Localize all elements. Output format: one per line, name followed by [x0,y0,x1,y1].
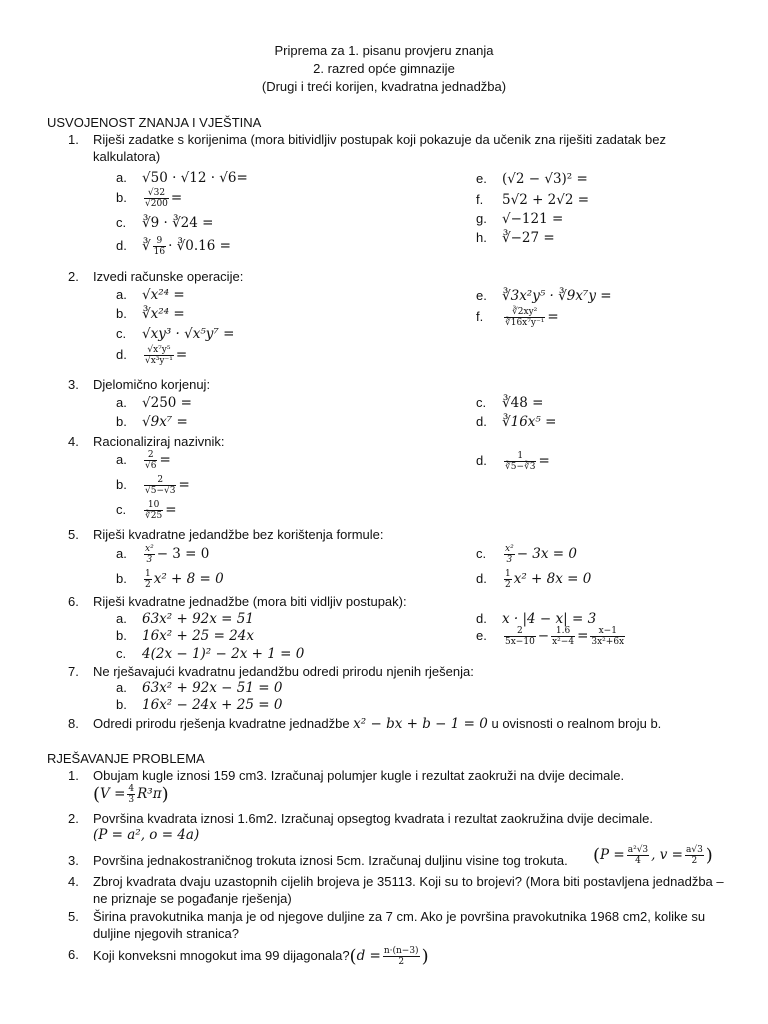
q4-a: a. $\frac{2}{√6}$ = [116,450,171,471]
section-title-problems: RJEŠAVANJE PROBLEMA [47,751,205,766]
header-title: Priprema za 1. pisanu provjeru znanja [274,43,494,58]
q5-b: b. $\frac{1}{2}$ x² + 8 = 0 [116,569,224,590]
problem-1-formula: (V = $\frac{4}{3}$ R³π) [93,784,169,805]
q6-e: e. $\frac{2}{5x-10}$ − $\frac{1.6}{\text{x²−4}}$ = $\frac{x-1}{\text{3x²+6x}}$ [476,626,625,647]
problem-text: Širina pravokutnika manja je od njegove duljine za 7 cm. Ako je površina pravokutnika 1968 cm2, kolike su duljine njegovih stranica? [93,909,706,941]
q1-c: c. ∛9 · ∛24 = [116,215,214,231]
question-text: Riješi kvadratne jednadžbe (mora biti vidljiv postupak): [93,594,407,609]
q6-a: a. 63x² + 92x = 51 [116,611,254,627]
q2-b: b. ∛x²⁴ = [116,306,185,322]
problem-text: Površina kvadrata iznosi 1.6m2. Izračunaj opsegtog kvadrata i rezultat zaokružina dvije decimale. [93,811,654,826]
q2-d: d. $\frac{\text{√x⁷y⁵}}{\text{√x³y⁻¹}}$ = [116,345,188,366]
problem-2-formula: (P = a², o = 4a) [93,827,200,843]
worksheet-page: Priprema za 1. pisanu provjeru znanja 2. razred opće gimnazije (Drugi i treći korijen, kvadratna jednadžba) USVOJENOST ZNANJA I VJEŠTINA 1. Riješi zadatke s korijenima (mora bitividljiv postupak koji pokazuje da učenik zna riješiti zadatak bez kalkulatora) a. √50 · √12 · √6= b. $\frac{√32}{√200}$ = c. ∛9 · ∛24 = d. ∛ $\frac{9}{16}$ · ∛0.16 = e. (√2 − √3)² = f. 5√2 + 2√2 = g. √−121 = h. ∛−27 = 2. Izvedi računske operacije: a. √x²⁴ = b. ∛x²⁴ = c. √xy³ · √x⁵y⁷ = d. $\frac{\text{√x⁷y⁵}}{\text{√x³y⁻¹}}$ = e. ∛3x²y⁵ · ∛9x⁷y = f. $\frac{\text{∛2xy²}}{\text{∛16x⁷y⁻¹}}$ = 3. Djelomično korjenuj: a. √250 = b. √9x⁷ = c. ∛48 = d. ∛16x⁵ = 4. Racionaliziraj nazivnik: a. $\frac{2}{√6}$ = b. $\frac{2}{√5-√3}$ = c. $\frac{10}{∛25}$ = d. $\frac{1}{∛5-∛3}$ = 5. Riješi kvadratne jedandžbe bez korištenja formule: a. $\frac{\text{x²}}{3}$ − 3 = 0 b. $\frac{1}{2}$ x² + 8 = 0 c. $\frac{\text{x²}}{3}$ − 3x = 0 d. $\frac{1}{2}$ x² + 8x = 0 6. Riješi kvadratne jednadžbe (mora biti vidljiv postupak): a. 63x² + 92x = 51 b. 16x² + 25 = 24x c. 4(2x − 1)² − 2x + 1 = 0 d. x · |4 − x| = 3 e. $\frac{2}{5x-10}$ − $\frac{1.6}{\text{x²−4}}$ = $\frac{x-1}{\text{3x²+6x}}$ 7. Ne rješavajući kvadratnu jedandžbu odredi prirodu njenih rješenja: a. 63x² + 92x − 51 = 0 b. 16x² − 24x + 25 = 0 8. Odredi prirodu rješenja kvadratne jednadžbe x² − bx + b − 1 = 0 u ovisnosti o realnom broju b. RJEŠAVANJE PROBLEMA 1. Obujam kugle iznosi 159 cm3. Izračunaj polumjer kugle i rezultat zaokruži na dvije decimale. (V = $\frac{4}{3}$ R³π) 2. Površina kvadrata iznosi 1.6m2. Izračunaj opsegtog kvadrata i rezultat zaokružina dvije decimale. (P = a², o = 4a) 3. Površina jednakostraničnog trokuta iznosi 5cm. Izračunaj duljinu visine tog trokuta. (P = $\frac{\text{a²√3}}{4}$ , v = $\frac{a√3}{2}$ ) 4. Zbroj kvadrata dvaju uzastopnih cijelih brojeva je 35113. Koji su to brojevi? (Mora biti postavljena jednadžba – ne priznaje se pogađanje rješenja) 5. Širina pravokutnika manja je od njegove duljine za 7 cm. Ako je površina pravokutnika 1968 cm2, kolike su duljine njegovih stranica? 6. Koji konveksni mnogokut ima 99 dijagonala?(d = $\frac{n\cdot(n-3)}{2}$ ) [0,0,768,1024]
question-text: Izvedi računske operacije: [93,269,244,284]
problem-text: Obujam kugle iznosi 159 cm3. Izračunaj polumjer kugle i rezultat zaokruži na dvije decimale. [93,768,625,783]
question-text: Ne rješavajući kvadratnu jedandžbu odredi prirodu njenih rješenja: [93,664,474,679]
question-number: 2. [68,269,79,284]
problem-number: 1. [68,768,79,783]
q1-e: e. (√2 − √3)² = [476,171,588,187]
q1-f: f. 5√2 + 2√2 = [476,192,590,208]
q3-c: c. ∛48 = [476,395,544,411]
question-text: Racionaliziraj nazivnik: [93,434,225,449]
question-text: Djelomično korjenuj: [93,377,211,392]
problem-6-formula: (d = $\frac{n\cdot(n-3)}{2}$ ) [349,946,429,967]
q5-c: c. $\frac{\text{x²}}{3}$ − 3x = 0 [476,544,577,565]
question-text: Riješi kvadratne jedandžbe bez korištenja formule: [93,527,384,542]
question-number: 1. [68,132,79,147]
question-number: 6. [68,594,79,609]
question-number: 3. [68,377,79,392]
problem-number: 2. [68,811,79,826]
question-text: Riješi zadatke s korijenima (mora bitividljiv postupak koji pokazuje da učenik zna riješiti zadatak bez kalkulatora) [93,132,666,164]
worksheet-header [0,42,768,96]
question-number: 7. [68,664,79,679]
q5-a: a. $\frac{\text{x²}}{3}$ − 3 = 0 [116,544,210,565]
section-title-knowledge: USVOJENOST ZNANJA I VJEŠTINA [47,115,262,130]
q1-d: d. ∛ $\frac{9}{16}$ · ∛0.16 = [116,236,231,257]
q6-d: d. x · |4 − x| = 3 [476,611,597,627]
q7-b: b. 16x² − 24x + 25 = 0 [116,697,283,713]
q5-d: d. $\frac{1}{2}$ x² + 8x = 0 [476,569,592,590]
q3-d: d. ∛16x⁵ = [476,414,557,430]
problem-text: Zbroj kvadrata dvaju uzastopnih cijelih brojeva je 35113. Koji su to brojevi? (Mora biti postavljena jednadžba – ne priznaje se pogađanje rješenja) [93,874,724,906]
q2-a: a. √x²⁴ = [116,287,185,303]
problem-number: 5. [68,909,79,924]
q1-b: b. $\frac{√32}{√200}$ = [116,188,183,209]
q4-c: c. $\frac{10}{∛25}$ = [116,500,177,521]
q2-e: e. ∛3x²y⁵ · ∛9x⁷y = [476,288,612,304]
q6-c: c. 4(2x − 1)² − 2x + 1 = 0 [116,646,305,662]
question-number: 8. [68,716,79,731]
problem-number: 6. [68,947,79,962]
header-class: 2. razred opće gimnazije [313,61,455,76]
q2-f: f. $\frac{\text{∛2xy²}}{\text{∛16x⁷y⁻¹}}$ = [476,307,559,328]
q3-a: a. √250 = [116,395,192,411]
q6-b: b. 16x² + 25 = 24x [116,628,254,644]
q1-g: g. √−121 = [476,211,564,227]
question-number: 4. [68,434,79,449]
q1-h: h. ∛−27 = [476,230,555,246]
q4-d: d. $\frac{1}{∛5-∛3}$ = [476,451,550,472]
q4-b: b. $\frac{2}{√5-√3}$ = [116,475,190,496]
q7-a: a. 63x² + 92x − 51 = 0 [116,680,283,696]
problem-text: Površina jednakostraničnog trokuta iznosi 5cm. Izračunaj duljinu visine tog trokuta. [93,853,568,868]
problem-number: 4. [68,874,79,889]
q3-b: b. √9x⁷ = [116,414,188,430]
problem-number: 3. [68,853,79,868]
question-number: 5. [68,527,79,542]
q1-a: a. √50 · √12 · √6= [116,170,248,186]
problem-text: Koji konveksni mnogokut ima 99 dijagonala? [93,947,350,963]
problem-3-formula: (P = $\frac{\text{a²√3}}{4}$ , v = $\frac{a√3}{2}$ ) [593,845,713,866]
header-topic: (Drugi i treći korijen, kvadratna jednadžba) [261,79,507,94]
q2-c: c. √xy³ · √x⁵y⁷ = [116,326,235,342]
